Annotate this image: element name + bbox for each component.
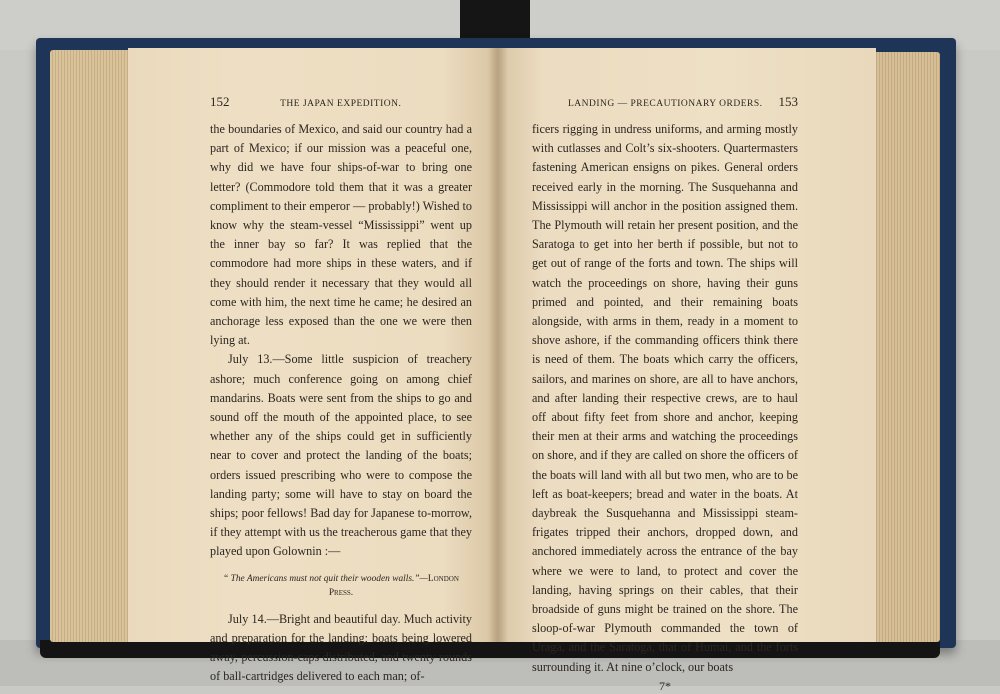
- page-edges-right: [874, 52, 940, 642]
- left-paragraph-3: July 14.—Bright and beautiful day. Much activity and preparation for the landing; boats being lowered away, percussion-caps distributed, and twenty rounds of ball-cartridges delivered to each man; of-: [210, 611, 472, 684]
- left-running-title: THE JAPAN EXPEDITION.: [280, 99, 402, 109]
- left-paragraph-2: July 13.—Some little suspicion of treachery ashore; much conference going on among chief mandarins. Boats were sent from the ships to go and sound off the mouth of the appointed place, to see whether any of the ships could get in sufficiently near to cover and protect the landing of the boats; orders issued prescribing who were to compose the landing party; some will have to stay on board the ships; poor fellows! Bad day for Japanese to-morrow, if they attempt with us the treacherous game that they played upon Golownin :—: [210, 352, 472, 559]
- left-paragraph-1: the boundaries of Mexico, and said our country had a part of Mexico; if our mission was a peaceful one, why did we have four ships-of-war to bring one letter? (Commodore told them that it was a greater compliment to their emperor — probably!) Wished to know why the steam-vessel “Mississippi” went up the inner bay so far? It was replied that the commodore had more ships in these waters, and if they should render it necessary that they would all come with him, the next time he came; he desired an anchorage less exposed than the one we were then lying at.: [210, 122, 472, 348]
- book-spine-shadow: [40, 640, 940, 658]
- signature-mark: 7*: [659, 678, 671, 693]
- book-gutter: [488, 48, 508, 642]
- right-page: [498, 48, 876, 693]
- right-paragraph-1: ficers rigging in undress uniforms, and arming mostly with cutlasses and Colt’s six-shooters. Quartermasters fastening American ensigns on pikes. General orders received early in the morning. The Susquehanna and Mississippi will anchor in the position assigned them. The Plymouth will retain her present position, and the Saratoga to get into her berth if possible, but not to get out of range of the forts and town. The ships will watch the proceedings on shore, having their guns primed and pointed, and their remaining boats alongside, with arms in them, ready in a moment to shove ashore, if the commanding officers think there is need of them. The boats which carry the officers, sailors, and marines on shore, are all to have anchors, and after landing their respective crews, are to haul off about fifty feet from shore and anchor, keeping their men at their arms and watching the proceedings on shore, and if they are called on shore the officers of the boats will land with all but two men, who are to be left as boat-keepers; bread and water in the boats. At daybreak the Susquehanna and Mississippi steam-frigates tripped their anchors, dropped down, and anchored immediately across the entrance of the bay where we were to land, to protect and cover the landing, having springs on their cables, that their broadside of guns might be trained on the shore. The sloop-of-war Plymouth commanded the town of Uraga, and the Saratoga, that of Humai, and the forts surrounding it. At nine o’clock, our boats: [532, 122, 798, 674]
- left-running-head: [210, 94, 472, 110]
- left-body-text: [210, 120, 472, 686]
- right-page-number: 153: [778, 94, 798, 109]
- page-edges-left: [50, 50, 132, 642]
- left-page: [128, 48, 498, 684]
- right-running-title: LANDING — PRECAUTIONARY ORDERS.: [567, 99, 763, 109]
- right-body-text: [532, 120, 798, 694]
- quotation-source: London Press.: [328, 573, 459, 598]
- quotation-text: “ The Americans must not quit their wooden walls.”—: [223, 573, 428, 584]
- right-running-head: [532, 94, 798, 110]
- left-page-number: 152: [210, 94, 230, 109]
- quotation: [210, 572, 472, 600]
